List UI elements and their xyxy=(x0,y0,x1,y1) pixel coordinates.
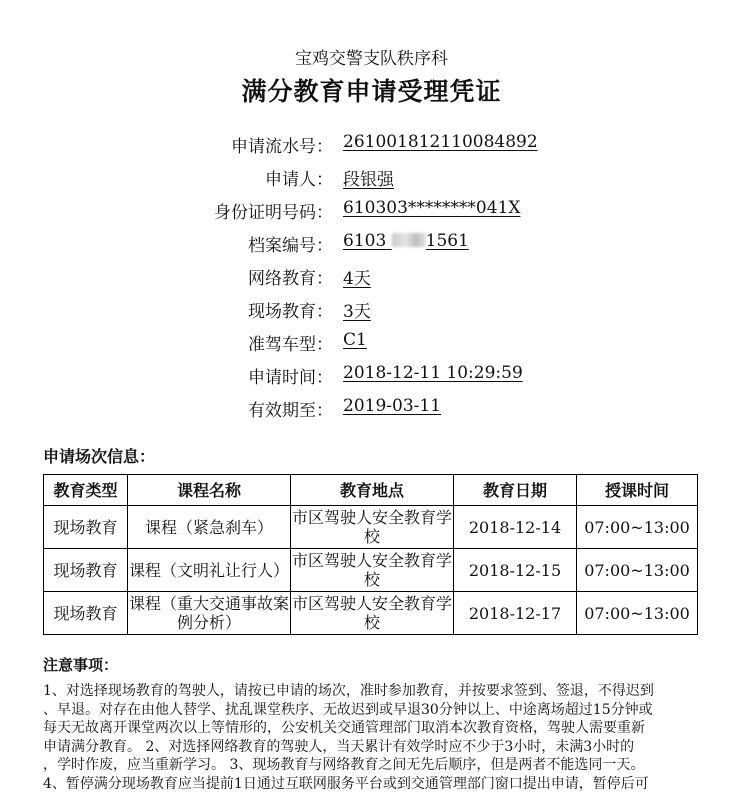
notice-line: 、早退。对存在由他人替学、扰乱课堂秩序、无故迟到或早退30分钟以上、中途离场超过15分钟或 xyxy=(43,701,703,720)
field-label: 身份证明号码： xyxy=(214,198,333,223)
sessions-heading: 申请场次信息： xyxy=(43,444,155,467)
notice-line: 4、暂停满分现场教育应当提前1日通过互联网服务平台或到交通管理部门窗口提出申请，暂停后可 xyxy=(43,775,703,793)
field-serial-number xyxy=(0,132,743,158)
table-row xyxy=(44,506,698,549)
file-number-suffix: 1561 xyxy=(426,231,469,251)
table-cell: 2018-12-15 xyxy=(454,549,577,592)
table-cell: 课程（紧急刹车） xyxy=(128,506,291,549)
redaction-blur xyxy=(392,233,426,247)
field-value: C1 xyxy=(343,330,367,350)
field-applicant xyxy=(0,165,743,191)
table-cell: 现场教育 xyxy=(44,506,128,549)
table-cell: 市区驾驶人安全教育学校 xyxy=(291,592,454,635)
table-cell: 07:00~13:00 xyxy=(577,506,698,549)
field-label: 有效期至： xyxy=(248,396,333,421)
sessions-table xyxy=(43,474,698,635)
field-valid-until xyxy=(0,396,743,422)
field-value xyxy=(343,231,469,251)
column-header: 教育类型 xyxy=(44,475,128,506)
field-id-number xyxy=(0,198,743,224)
notice-line: ，学时作废，应当重新学习。 3、现场教育与网络教育之间无先后顺序，但是两者不能选同一天。 xyxy=(43,756,703,775)
field-vehicle-class xyxy=(0,330,743,356)
field-value: 2019-03-11 xyxy=(343,396,441,416)
notice-body xyxy=(43,682,703,793)
table-cell: 现场教育 xyxy=(44,549,128,592)
table-row xyxy=(44,549,698,592)
notice-line: 1、对选择现场教育的驾驶人，请按已申请的场次，准时参加教育，并按要求签到、签退，不得迟到 xyxy=(43,682,703,701)
field-label: 档案编号： xyxy=(248,231,333,256)
column-header: 教育地点 xyxy=(291,475,454,506)
table-cell: 市区驾驶人安全教育学校 xyxy=(291,506,454,549)
field-file-number xyxy=(0,231,743,257)
column-header: 教育日期 xyxy=(454,475,577,506)
document-title: 满分教育申请受理凭证 xyxy=(0,72,743,108)
column-header: 课程名称 xyxy=(128,475,291,506)
field-onsite-education xyxy=(0,297,743,323)
table-cell: 2018-12-17 xyxy=(454,592,577,635)
field-value: 2018-12-11 10:29:59 xyxy=(343,363,523,383)
field-label: 准驾车型： xyxy=(248,330,333,355)
field-value: 段银强 xyxy=(343,165,394,190)
table-cell: 市区驾驶人安全教育学校 xyxy=(291,549,454,592)
field-label: 申请人： xyxy=(265,165,333,190)
field-online-education xyxy=(0,264,743,290)
field-value: 3天 xyxy=(343,297,371,322)
field-label: 申请时间： xyxy=(248,363,333,388)
notice-line: 每天无故离开课堂两次以上等情形的，公安机关交通管理部门取消本次教育资格，驾驶人需要重新 xyxy=(43,719,703,738)
issuing-organization: 宝鸡交警支队秩序科 xyxy=(0,44,743,69)
notice-heading: 注意事项： xyxy=(43,654,118,675)
notice-line: 申请满分教育。 2、对选择网络教育的驾驶人，当天累计有效学时应不少于3小时，未满3小时的 xyxy=(43,738,703,757)
field-value: 4天 xyxy=(343,264,371,289)
table-cell: 07:00~13:00 xyxy=(577,592,698,635)
table-cell: 07:00~13:00 xyxy=(577,549,698,592)
table-row xyxy=(44,592,698,635)
field-application-time xyxy=(0,363,743,389)
table-header-row xyxy=(44,475,698,506)
table-cell: 2018-12-14 xyxy=(454,506,577,549)
column-header: 授课时间 xyxy=(577,475,698,506)
field-label: 网络教育： xyxy=(248,264,333,289)
table-cell: 课程（文明礼让行人） xyxy=(128,549,291,592)
field-value: 610303********041X xyxy=(343,198,520,218)
table-cell: 现场教育 xyxy=(44,592,128,635)
file-number-prefix: 6103 xyxy=(343,231,386,251)
table-cell: 课程（重大交通事故案例分析） xyxy=(128,592,291,635)
field-label: 现场教育： xyxy=(248,297,333,322)
field-value: 261001812110084892 xyxy=(343,132,538,152)
field-label: 申请流水号： xyxy=(231,132,333,157)
